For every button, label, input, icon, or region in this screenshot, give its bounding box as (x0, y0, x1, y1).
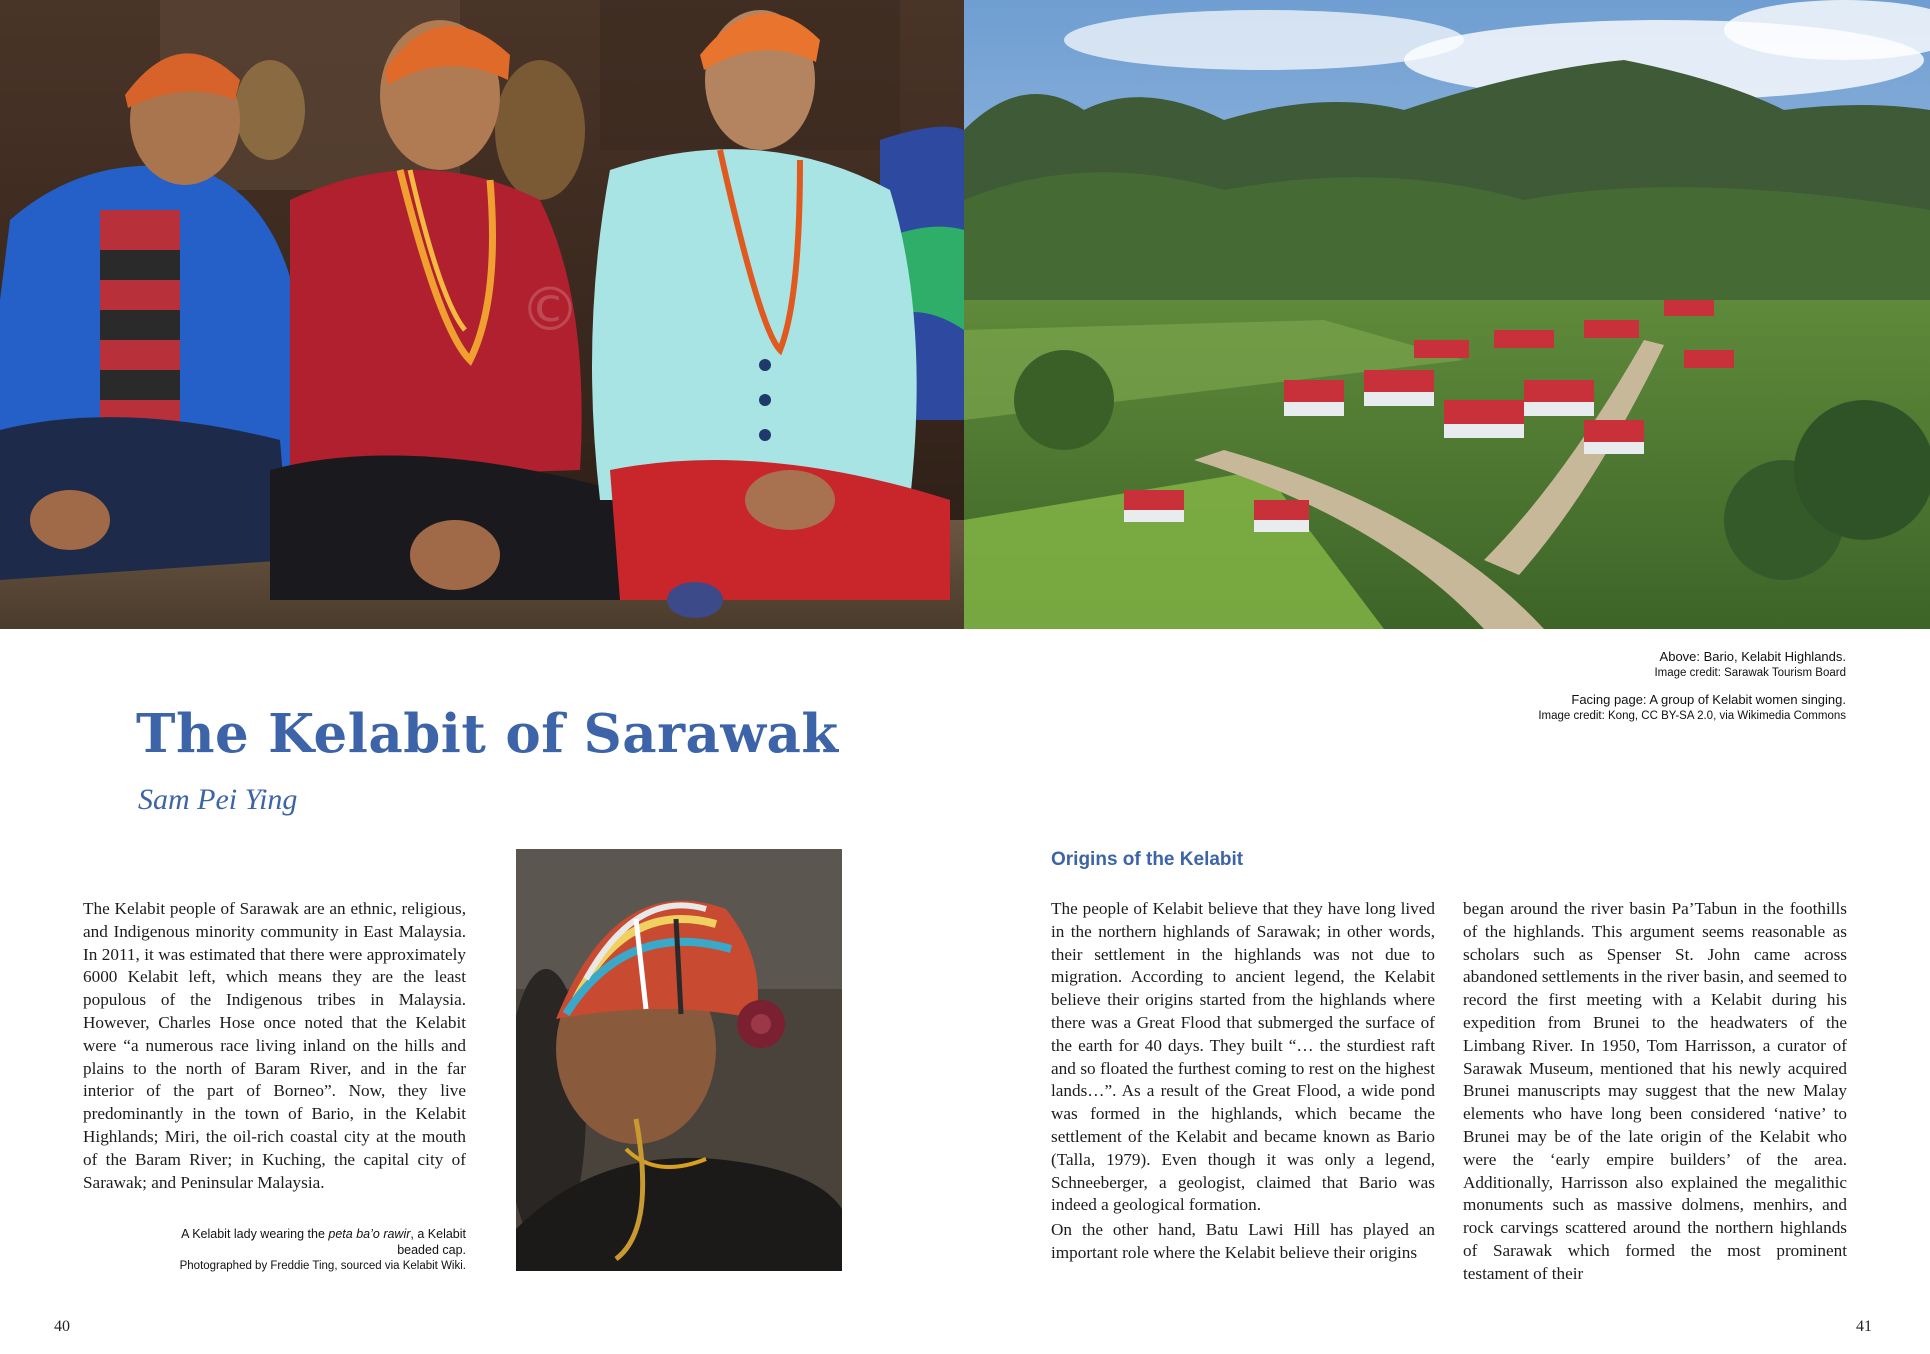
caption-lady-prefix: A Kelabit lady wearing the (181, 1227, 329, 1241)
caption-lady-credit: Photographed by Freddie Ting, sourced via Kelabit Wiki. (179, 1260, 466, 1272)
article-author: Sam Pei Ying (138, 783, 298, 816)
origins-paragraph-3: began around the river basin Pa’Tabun in the foothills of the highlands. This argument seems reasonable as scholars such as Spenser St. John came across abandoned settlements in the river basin, and seemed to record the first meeting with a Kelabit during his expedition from Brunei to the headwaters of the Limbang River. In 1950, Tom Harrisson, a curator of Sarawak Museum, mentioned that his newly acquired Brunei manuscripts may suggest that the new Malay elements who have long been considered ‘native’ to Brunei may be of the late origin of the Kelabit who were the ‘early empire builders’ of the area. Additionally, Harrisson also explained the megalithic monuments such as massive dolmens, menhirs, and rock carvings scattered around the northern highlands of Sarawak which formed the most prominent testament of their (1463, 899, 1847, 1283)
caption-bario-line: Above: Bario, Kelabit Highlands. (1659, 649, 1846, 664)
origins-paragraph-1: The people of Kelabit believe that they have long lived in the northern highlands of Sarawak; in other words, their settlement in the highlands was not due to migration. According to ancient legend, the Kelabit believe their origins started from the highlands where there was a Great Flood that submerged the surface of the earth for 40 days. They built “… the sturdiest raft and so floated the furthest coming to rest on the highest lands…”. As a result of the Great Flood, a wide pond was formed in the highlands, which became the settlement of the Kelabit and became known as Bario (Talla, 1979). Even though it was only a legend, Schneeberger, a geologist, claimed that Bario was indeed a geological formation. (1051, 899, 1435, 1215)
caption-bario-credit: Image credit: Sarawak Tourism Board (1654, 667, 1846, 679)
caption-women (1400, 692, 1846, 724)
caption-lady-italic: peta ba’o rawir (328, 1227, 411, 1241)
caption-women-credit: Image credit: Kong, CC BY-SA 2.0, via Wikimedia Commons (1538, 710, 1846, 722)
page-number-right: 41 (1856, 1318, 1872, 1335)
caption-women-line: Facing page: A group of Kelabit women singing. (1571, 692, 1846, 707)
photo-kelabit-women (0, 0, 964, 629)
caption-lady-suffix: , a Kelabit beaded cap. (397, 1227, 466, 1257)
photo-kelabit-lady-drawing (516, 849, 842, 1271)
photo-bario-landscape (964, 0, 1930, 629)
section-heading-origins: Origins of the Kelabit (1051, 849, 1244, 870)
article-title: The Kelabit of Sarawak (136, 703, 839, 765)
intro-paragraph: The Kelabit people of Sarawak are an ethnic, religious, and Indigenous minority community in East Malaysia. In 2011, it was estimated that there were approximately 6000 Kelabit left, which means they are the least populous of the Indigenous tribes in Malaysia. However, Charles Hose once noted that the Kelabit were “a numerous race living inland on the hills and plains to the north of Baram River, and in the far interior of the part of Borneo”. Now, they live predominantly in the town of Bario, in the Kelabit Highlands; Miri, the oil-rich coastal city at the mouth of the Baram River; in Kuching, the capital city of Sarawak; and Peninsular Malaysia. (83, 899, 466, 1192)
photo-bario-drawing (964, 0, 1930, 629)
photo-kelabit-lady (516, 849, 842, 1271)
page-number-left: 40 (54, 1318, 70, 1335)
photo-kelabit-women-drawing (0, 0, 964, 629)
caption-lady (170, 1226, 466, 1274)
svg-text:©: © (520, 275, 580, 345)
origins-paragraph-2: On the other hand, Batu Lawi Hill has played an important role where the Kelabit believe their origins (1051, 1220, 1435, 1262)
caption-bario (1400, 649, 1846, 681)
